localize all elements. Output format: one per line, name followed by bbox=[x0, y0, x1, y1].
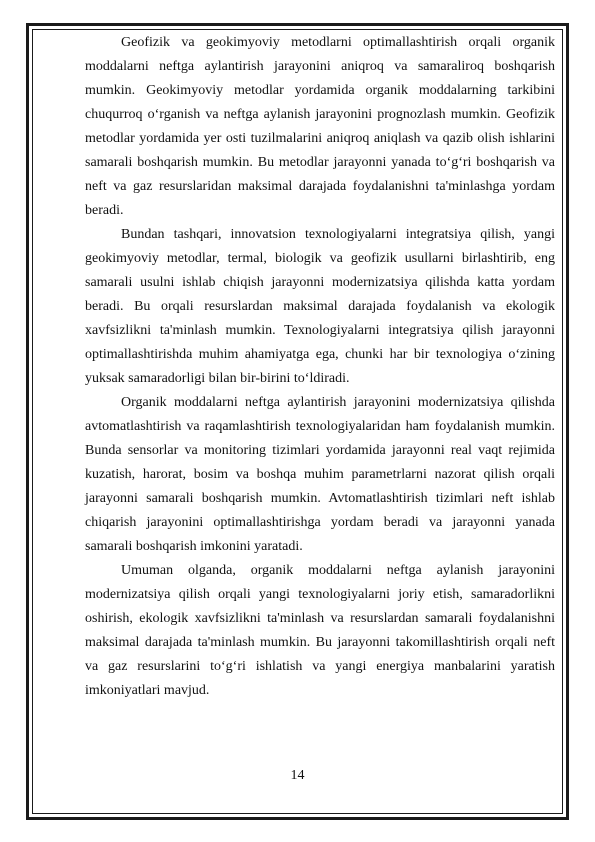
paragraph-3: Organik moddalarni neftga aylantirish jarayonini modernizatsiya qilishda avtomatlashtirish va raqamlashtirish texnologiyalaridan ham foydalanish mumkin. Bunda sensorlar va monitoring tizimlari yordamida jarayonni real vaqt rejimida kuzatish, harorat, bosim va boshqa muhim parametrlarni nazorat qilish orqali jarayonni samarali boshqarish mumkin. Avtomatlashtirish tizimlari neft ishlab chiqarish jarayonini optimallashtirishga yordam beradi va jarayonni yanada samarali boshqarish imkonini yaratadi. bbox=[85, 395, 555, 554]
paragraph-2: Bundan tashqari, innovatsion texnologiyalarni integratsiya qilish, yangi geokimyoviy metodlar, termal, biologik va geofizik usullarni birlashtirib, eng samarali usulni ishlab chiqish jarayonni modernizatsiya qilishda katta yordam beradi. Bu orqali resurslardan maksimal darajada foydalanish va ekologik xavfsizlikni ta'minlash mumkin. Texnologiyalarni integratsiya qilish jarayonni optimallashtirishda muhim ahamiyatga ega, chunki har bir texnologiya o‘zining yuksak samaradorligi bilan bir-birini to‘ldiradi. bbox=[85, 227, 555, 386]
document-body bbox=[85, 31, 555, 703]
paragraph-1: Geofizik va geokimyoviy metodlarni optimallashtirish orqali organik moddalarni neftga aylantirish jarayonini aniqroq va samaraliroq boshqarish mumkin. Geokimyoviy metodlar yordamida organik moddalarning tarkibini chuqurroq o‘rganish va neftga aylanish jarayonini prognozlash mumkin. Geofizik metodlar yordamida yer osti tuzilmalarini aniqroq aniqlash va qazib olish ishlarini samarali boshqarish mumkin. Bu metodlar jarayonni yanada to‘g‘ri boshqarish va neft va gaz resurslaridan maksimal darajada foydalanishni ta'minlashga yordam beradi. bbox=[85, 35, 555, 218]
paragraph-4: Umuman olganda, organik moddalarni neftga aylanish jarayonini modernizatsiya qilish orqali yangi texnologiyalarni joriy etish, samaradorlikni oshirish, ekologik xavfsizlikni ta'minlash va resurslardan samarali foydalanishni maksimal darajada ta'minlash mumkin. Bu jarayonni takomillashtirish orqali neft va gaz resurslarini to‘g‘ri ishlatish va yangi energiya manbalarini yaratish imkoniyatlari mavjud. bbox=[85, 563, 555, 698]
page-number: 14 bbox=[290, 768, 305, 783]
